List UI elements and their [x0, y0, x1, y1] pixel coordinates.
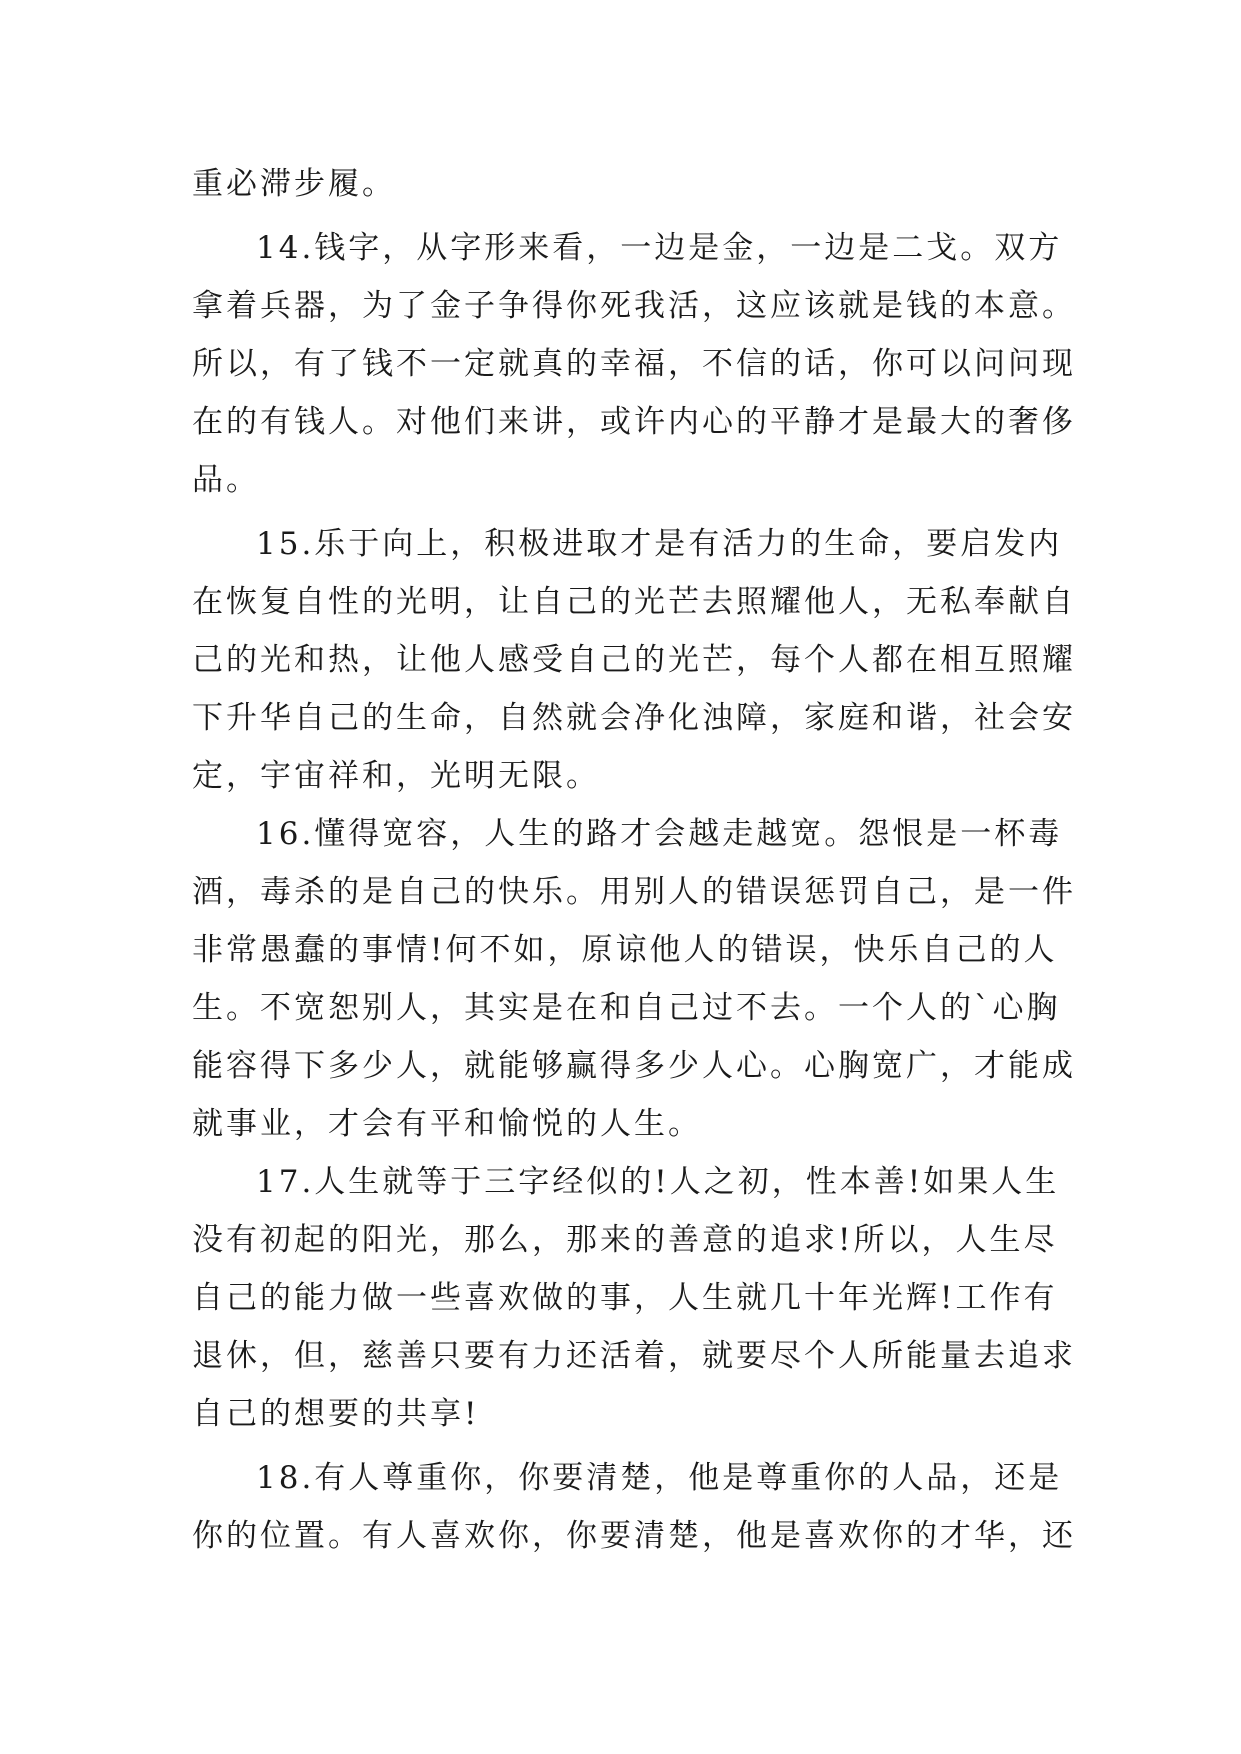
text-line: 品。: [192, 462, 260, 498]
paragraph-15: [192, 515, 1076, 805]
text-line: 16.懂得宽容，人生的路才会越走越宽。怨恨是一杯毒: [256, 816, 1063, 852]
text-line: 在恢复自性的光明，让自己的光芒去照耀他人，无私奉献自: [192, 584, 1076, 620]
text-line: 在的有钱人。对他们来讲，或许内心的平静才是最大的奢侈: [192, 404, 1076, 440]
paragraph-14: [192, 219, 1076, 509]
text-line: 所以，有了钱不一定就真的幸福，不信的话，你可以问问现: [192, 346, 1076, 382]
paragraph-13-tail: [192, 155, 1052, 213]
text-line: 重必滞步履。: [192, 166, 396, 202]
text-line: 自己的想要的共享!: [192, 1396, 480, 1432]
text-line: 能容得下多少人，就能够赢得多少人心。心胸宽广，才能成: [192, 1048, 1076, 1084]
text-line: 就事业，才会有平和愉悦的人生。: [192, 1106, 702, 1142]
paragraph-17: [192, 1153, 1076, 1443]
text-line: 酒，毒杀的是自己的快乐。用别人的错误惩罚自己，是一件: [192, 874, 1076, 910]
text-line: 下升华自己的生命，自然就会净化浊障，家庭和谐，社会安: [192, 700, 1076, 736]
text-line: 没有初起的阳光，那么，那来的善意的追求!所以，人生尽: [192, 1222, 1058, 1258]
text-line: 14.钱字，从字形来看，一边是金，一边是二戈。双方: [256, 230, 1063, 266]
text-line: 退休，但，慈善只要有力还活着，就要尽个人所能量去追求: [192, 1338, 1076, 1374]
document-body: [192, 155, 1076, 1565]
text-line: 己的光和热，让他人感受自己的光芒，每个人都在相互照耀: [192, 642, 1076, 678]
text-line: 自己的能力做一些喜欢做的事，人生就几十年光辉!工作有: [192, 1280, 1058, 1316]
paragraph-18: [192, 1449, 1076, 1565]
text-line: 你的位置。有人喜欢你，你要清楚，他是喜欢你的才华，还: [192, 1518, 1076, 1554]
text-line: 17.人生就等于三字经似的!人之初，性本善!如果人生: [256, 1164, 1060, 1200]
text-line: 18.有人尊重你，你要清楚，他是尊重你的人品，还是: [256, 1460, 1063, 1496]
text-line: 生。不宽恕别人，其实是在和自己过不去。一个人的`心胸: [192, 990, 1061, 1026]
text-line: 非常愚蠢的事情!何不如，原谅他人的错误，快乐自己的人: [192, 932, 1058, 968]
text-line: 15.乐于向上，积极进取才是有活力的生命，要启发内: [256, 526, 1063, 562]
text-line: 定，宇宙祥和，光明无限。: [192, 758, 600, 794]
paragraph-16: [192, 805, 1076, 1153]
text-line: 拿着兵器，为了金子争得你死我活，这应该就是钱的本意。: [192, 288, 1076, 324]
